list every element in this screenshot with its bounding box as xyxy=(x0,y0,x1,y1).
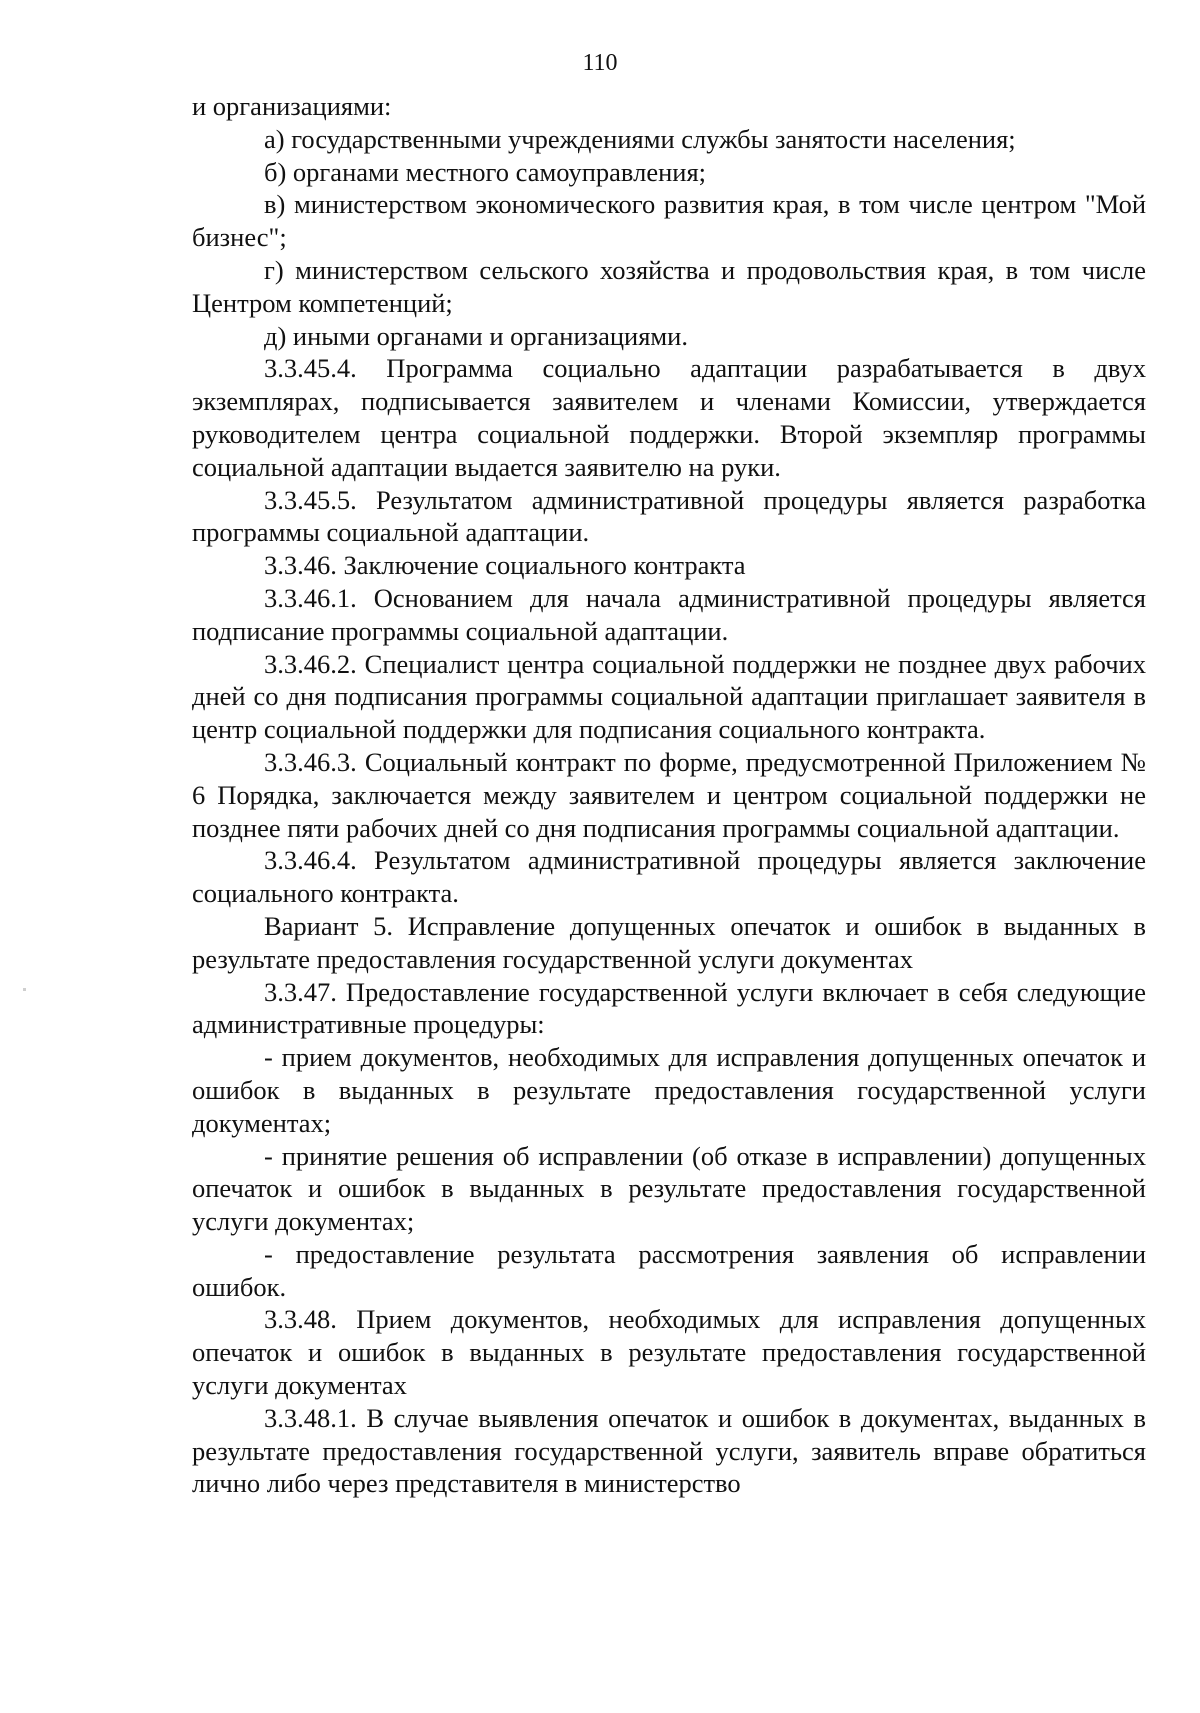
paragraph: 3.3.46.2. Специалист центра социальной поддержки не позднее двух рабочих дней со дня подписания программы социальной адаптации приглашает заявителя в центр социальной поддержки для подписания социального контракта. xyxy=(192,648,1146,745)
list-item: - прием документов, необходимых для исправления допущенных опечаток и ошибок в выданных в результате предоставления государственной услуги документах; xyxy=(192,1042,1146,1138)
paragraph: 3.3.46.3. Социальный контракт по форме, предусмотренной Приложением № 6 Порядка, заключается между заявителем и центром социальной поддержки не позднее пяти рабочих дней со дня подписания программы социальной адаптации. xyxy=(192,746,1146,843)
page-number: 110 xyxy=(582,50,618,76)
document-body xyxy=(192,90,1146,1500)
paragraph: 3.3.45.5. Результатом административной процедуры является разработка программы социальной адаптации. xyxy=(192,484,1146,548)
section-heading: Вариант 5. Исправление допущенных опечаток и ошибок в выданных в результате предоставления государственной услуги документах xyxy=(192,910,1146,974)
list-item: - предоставление результата рассмотрения заявления об исправлении ошибок. xyxy=(192,1238,1146,1302)
paragraph: 3.3.48.1. В случае выявления опечаток и ошибок в документах, выданных в результате предоставления государственной услуги, заявитель вправе обратиться лично либо через представителя в министерство xyxy=(192,1402,1146,1499)
section-heading: 3.3.46. Заключение социального контракта xyxy=(264,550,746,581)
list-item: г) министерством сельского хозяйства и продовольствия края, в том числе Центром компетенций; xyxy=(192,254,1146,318)
paragraph: и организациями: xyxy=(192,91,392,121)
paragraph: 3.3.45.4. Программа социально адаптации разрабатывается в двух экземплярах, подписывается заявителем и членами Комиссии, утверждается руководителем центра социальной поддержки. Второй экземпляр программы социальной адаптации выдается заявителю на руки. xyxy=(192,353,1146,482)
paragraph: 3.3.47. Предоставление государственной услуги включает в себя следующие административные процедуры: xyxy=(192,976,1146,1040)
list-item: в) министерством экономического развития края, в том числе центром "Мой бизнес"; xyxy=(192,189,1146,253)
scan-artifact xyxy=(23,988,26,991)
paragraph: 3.3.46.4. Результатом административной процедуры является заключение социального контракта. xyxy=(192,845,1146,909)
list-item: - принятие решения об исправлении (об отказе в исправлении) допущенных опечаток и ошибок в выданных в результате предоставления государственной услуги документах; xyxy=(192,1140,1146,1237)
paragraph: 3.3.46.1. Основанием для начала административной процедуры является подписание программы социальной адаптации. xyxy=(192,582,1146,646)
list-item: д) иными органами и организациями. xyxy=(264,320,688,351)
paragraph: 3.3.48. Прием документов, необходимых для исправления допущенных опечаток и ошибок в выданных в результате предоставления государственной услуги документах xyxy=(192,1304,1146,1401)
list-item: а) государственными учреждениями службы занятости населения; xyxy=(264,123,1016,154)
list-item: б) органами местного самоуправления; xyxy=(264,156,706,187)
